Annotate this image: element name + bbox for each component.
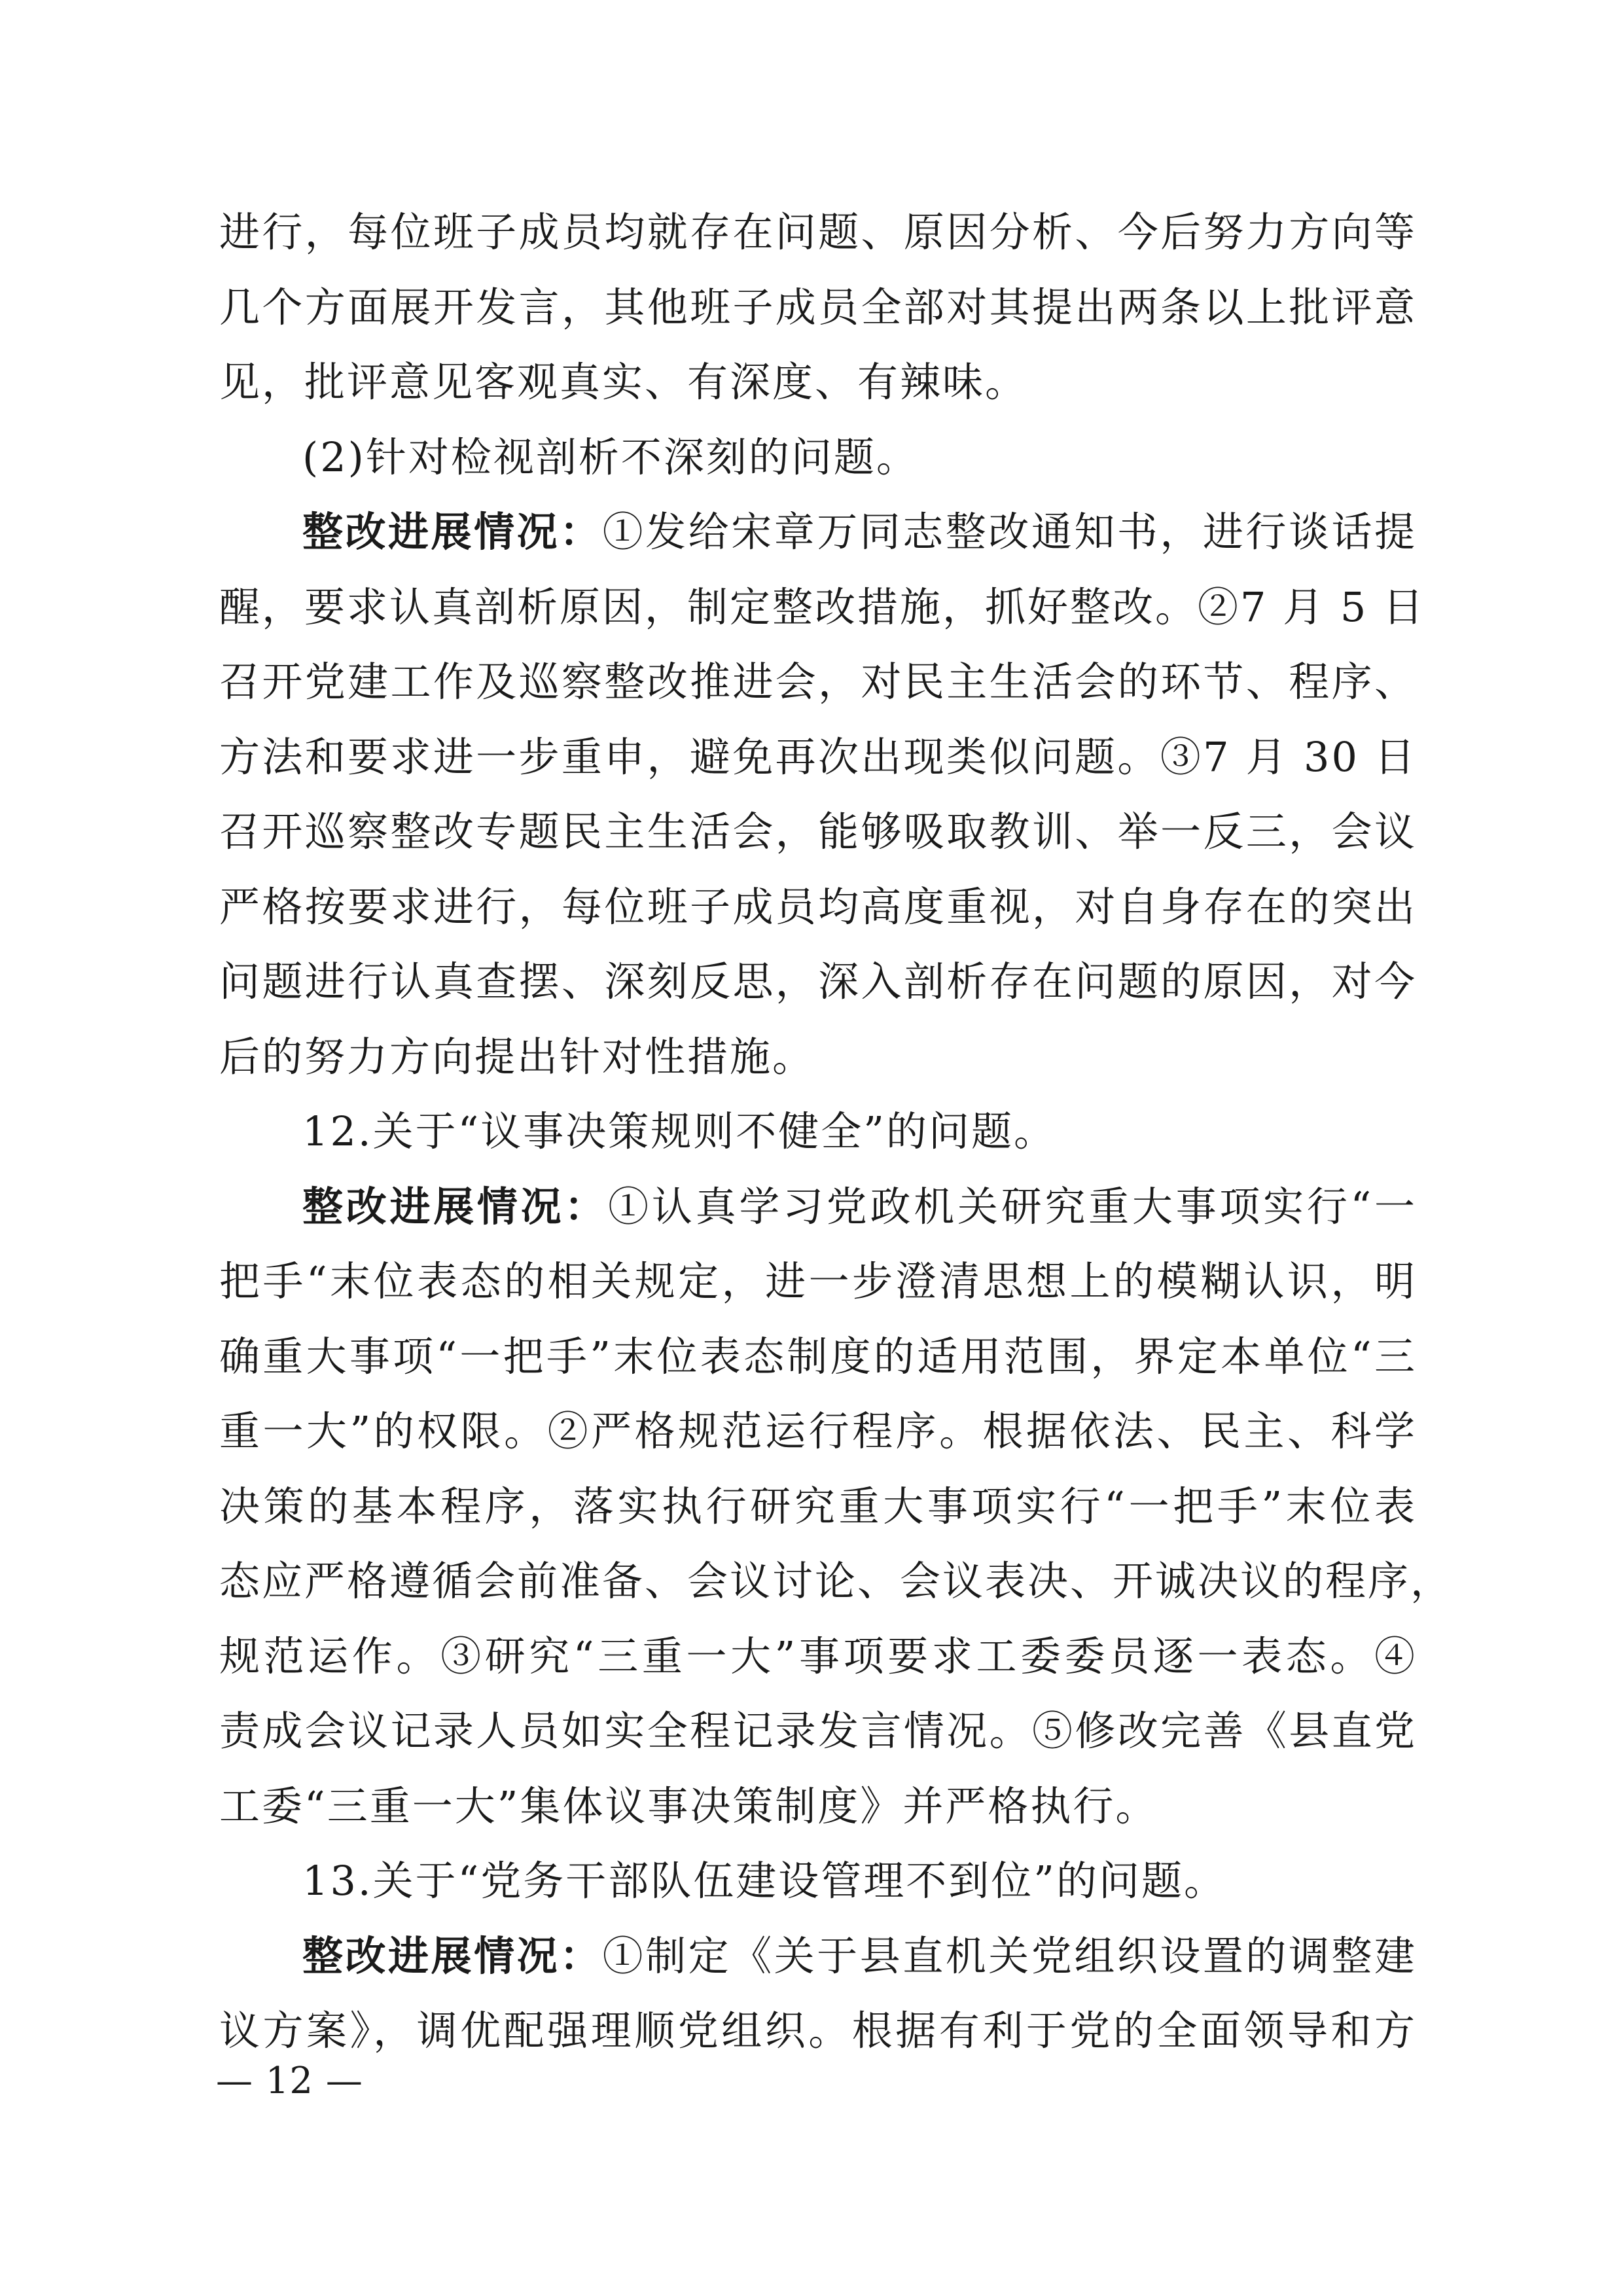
text-line [219,1770,1417,1842]
text-line [219,1545,1454,1617]
text-line [219,1246,1417,1318]
line-text: 问题进行认真查摆、深刻反思，深入剖析存在问题的原因，对今 [219,958,1417,1005]
line-text: 12.关于“议事决策规则不健全”的问题。 [302,1107,1056,1155]
text-line [219,796,1417,868]
line-text: 方法和要求进一步重申，避免再次出现类似问题。③7 月 30 日 [219,732,1417,781]
text-line [302,496,1417,568]
text-line [219,1321,1417,1393]
text-line [302,1096,1417,1168]
line-text: 规范运作。③研究“三重一大”事项要求工委委员逐一表态。④ [219,1632,1417,1680]
line-text: 进行，每位班子成员均就存在问题、原因分析、今后努力方向等 [219,208,1417,256]
text-line [219,571,1426,643]
text-line [219,1695,1417,1767]
text-line [219,1395,1417,1467]
line-text: 召开巡察整改专题民主生活会，能够吸取教训、举一反三，会议 [219,808,1417,855]
line-text: 议方案》，调优配强理顺党组织。根据有利于党的全面领导和方 [219,2007,1417,2054]
line-text: 醒，要求认真剖析原因，制定整改措施，抓好整改。②7 月 5 日 [219,583,1426,631]
line-text: 13.关于“党务干部队伍建设管理不到位”的问题。 [302,1857,1226,1905]
text-line [219,1471,1417,1543]
line-text: 重一大”的权限。②严格规范运行程序。根据依法、民主、科学 [219,1407,1417,1455]
section-lead-label: 整改进展情况： [302,1931,603,1980]
text-line [219,1621,1417,1693]
text-line [302,1171,1417,1243]
text-line [219,272,1417,344]
text-line [219,646,1417,718]
line-text: 召开党建工作及巡察整改推进会，对民主生活会的环节、程序、 [219,658,1417,706]
line-text: 把手“末位表态的相关规定，进一步澄清思想上的模糊认识，明 [219,1257,1417,1305]
text-line [219,946,1417,1018]
line-text: 严格按要求进行，每位班子成员均高度重视，对自身存在的突出 [219,882,1417,931]
line-text: 几个方面展开发言，其他班子成员全部对其提出两条以上批评意 [219,283,1417,331]
line-text: ①认真学习党政机关研究重大事项实行“一 [608,1182,1417,1230]
line-text: ①发给宋章万同志整改通知书，进行谈话提 [602,508,1417,556]
text-line [302,1845,1417,1917]
text-line [219,196,1417,268]
line-text: 决策的基本程序，落实执行研究重大事项实行“一把手”末位表 [219,1482,1417,1530]
line-text: 责成会议记录人员如实全程记录发言情况。⑤修改完善《县直党 [219,1707,1417,1755]
text-line [219,871,1417,943]
text-line [219,1995,1417,2067]
text-line [302,1920,1417,1992]
page-number: — 12 — [216,2060,363,2102]
section-lead-label: 整改进展情况： [302,508,603,556]
section-lead-label: 整改进展情况： [302,1182,609,1230]
line-text: 工委“三重一大”集体议事决策制度》并严格执行。 [219,1782,1158,1830]
text-line [302,422,1417,493]
line-text: 见，批评意见客观真实、有深度、有辣味。 [219,358,1028,406]
line-text: 后的努力方向提出针对性措施。 [219,1032,815,1081]
line-text: 态应严格遵循会前准备、会议讨论、会议表决、开诚决议的程序， [219,1557,1454,1605]
text-line [219,346,1417,418]
line-text: (2)针对检视剖析不深刻的问题。 [302,433,919,481]
text-line [219,721,1417,793]
line-text: 确重大事项“一把手”末位表态制度的适用范围，界定本单位“三 [219,1332,1417,1380]
line-text: ①制定《关于县直机关党组织设置的调整建 [602,1931,1417,1980]
text-line [219,1021,1417,1093]
